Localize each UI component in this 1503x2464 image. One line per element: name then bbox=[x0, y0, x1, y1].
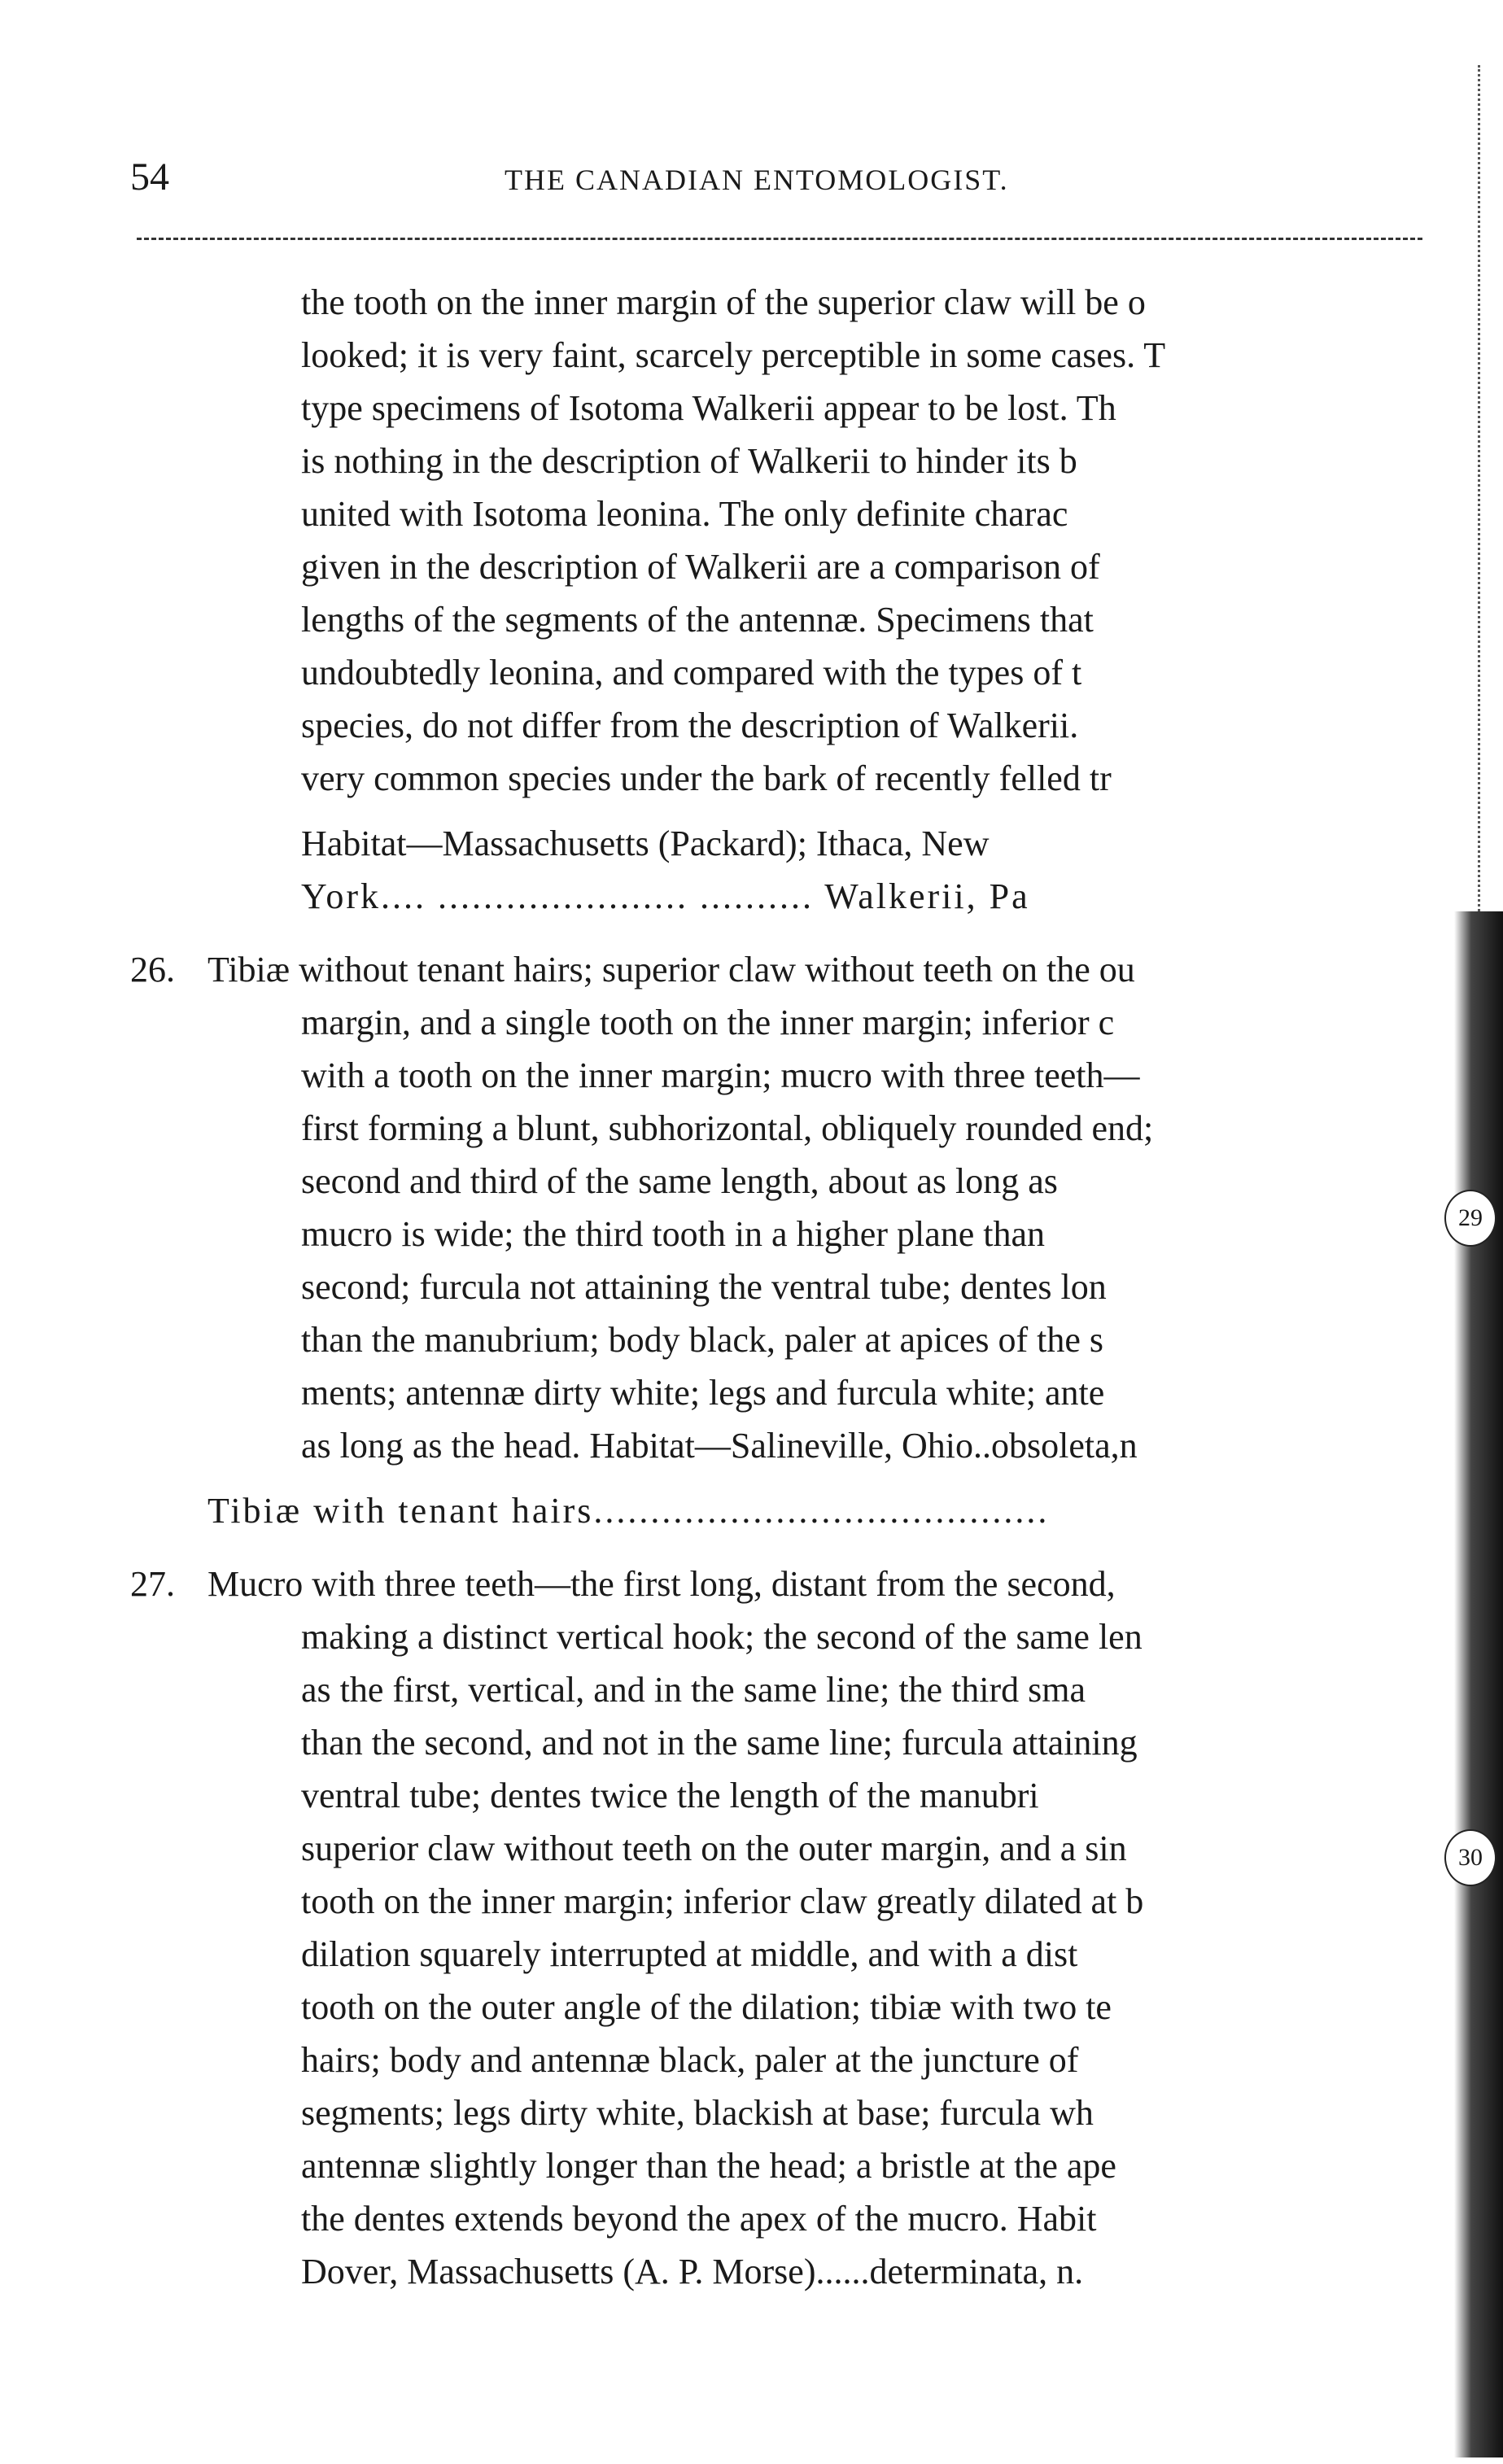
text-line: tooth on the inner margin; inferior claw greatly dilated at b bbox=[301, 1881, 1144, 1921]
running-head: THE CANADIAN ENTOMOLOGIST. bbox=[505, 164, 1009, 196]
text-line: the tooth on the inner margin of the superior claw will be o bbox=[301, 282, 1146, 322]
text-line: Dover, Massachusetts (A. P. Morse)......determinata, n. bbox=[301, 2252, 1084, 2291]
text-line: second; furcula not attaining the ventral tube; dentes lon bbox=[301, 1267, 1107, 1307]
text-line: first forming a blunt, subhorizontal, obliquely rounded end; bbox=[301, 1108, 1154, 1148]
text-line: undoubtedly leonina, and compared with the types of t bbox=[301, 653, 1082, 692]
scan-edge-shadow bbox=[1454, 911, 1503, 2457]
scan-edge-dots bbox=[1478, 65, 1488, 911]
entry-number: 27. bbox=[130, 1564, 175, 1604]
text-line: dilation squarely interrupted at middle, and with a dist bbox=[301, 1934, 1078, 1974]
text-line: mucro is wide; the third tooth in a higher plane than bbox=[301, 1214, 1046, 1254]
text-line: ventral tube; dentes twice the length of the manubri bbox=[301, 1776, 1039, 1815]
text-line: species, do not differ from the description of Walkerii. bbox=[301, 706, 1079, 745]
text-line: given in the description of Walkerii are a comparison of bbox=[301, 547, 1100, 587]
text-line: superior claw without teeth on the outer margin, and a sin bbox=[301, 1828, 1127, 1868]
text-line: the dentes extends beyond the apex of the mucro. Habit bbox=[301, 2199, 1097, 2239]
text-line: type specimens of Isotoma Walkerii appear to be lost. Th bbox=[301, 388, 1116, 428]
text-line: Tibiæ without tenant hairs; superior claw without teeth on the ou bbox=[208, 950, 1135, 990]
entry-number: 26. bbox=[130, 950, 175, 990]
alternative-line: Tibiæ with tenant hairs........................................ bbox=[208, 1491, 1050, 1531]
text-line: than the second, and not in the same line; furcula attaining bbox=[301, 1723, 1138, 1763]
text-line: hairs; body and antennæ black, paler at the juncture of bbox=[301, 2040, 1079, 2080]
text-line: margin, and a single tooth on the inner margin; inferior c bbox=[301, 1003, 1115, 1042]
text-line: making a distinct vertical hook; the second of the same len bbox=[301, 1617, 1143, 1657]
habitat-line: Habitat—Massachusetts (Packard); Ithaca, New bbox=[301, 824, 990, 863]
text-line: looked; it is very faint, scarcely perceptible in some cases. T bbox=[301, 335, 1166, 375]
text-line: antennæ slightly longer than the head; a bristle at the ape bbox=[301, 2146, 1116, 2186]
margin-tab-30: 30 bbox=[1444, 1829, 1496, 1886]
text-line: than the manubrium; body black, paler at apices of the s bbox=[301, 1320, 1104, 1360]
text-line: as long as the head. Habitat—Salineville, Ohio..obsoleta,n bbox=[301, 1426, 1138, 1466]
text-line: tooth on the outer angle of the dilation; tibiæ with two te bbox=[301, 1987, 1112, 2027]
text-line: united with Isotoma leonina. The only definite charac bbox=[301, 494, 1068, 534]
page-number: 54 bbox=[130, 155, 169, 199]
text-line: as the first, vertical, and in the same line; the third sma bbox=[301, 1670, 1086, 1710]
margin-tab-29: 29 bbox=[1444, 1190, 1496, 1247]
text-line: segments; legs dirty white, blackish at base; furcula wh bbox=[301, 2093, 1094, 2133]
header-rule bbox=[137, 238, 1422, 240]
text-line: lengths of the segments of the antennæ. Specimens that bbox=[301, 600, 1094, 640]
text-line: with a tooth on the inner margin; mucro with three teeth— bbox=[301, 1055, 1140, 1095]
text-line: very common species under the bark of recently felled tr bbox=[301, 758, 1112, 798]
text-line: ments; antennæ dirty white; legs and furcula white; ante bbox=[301, 1373, 1105, 1413]
text-line: second and third of the same length, about as long as bbox=[301, 1161, 1058, 1201]
text-line: Mucro with three teeth—the first long, distant from the second, bbox=[208, 1564, 1116, 1604]
species-line: York.... ...................... .......... Walkerii, Pa bbox=[301, 876, 1030, 916]
text-line: is nothing in the description of Walkerii to hinder its b bbox=[301, 441, 1077, 481]
